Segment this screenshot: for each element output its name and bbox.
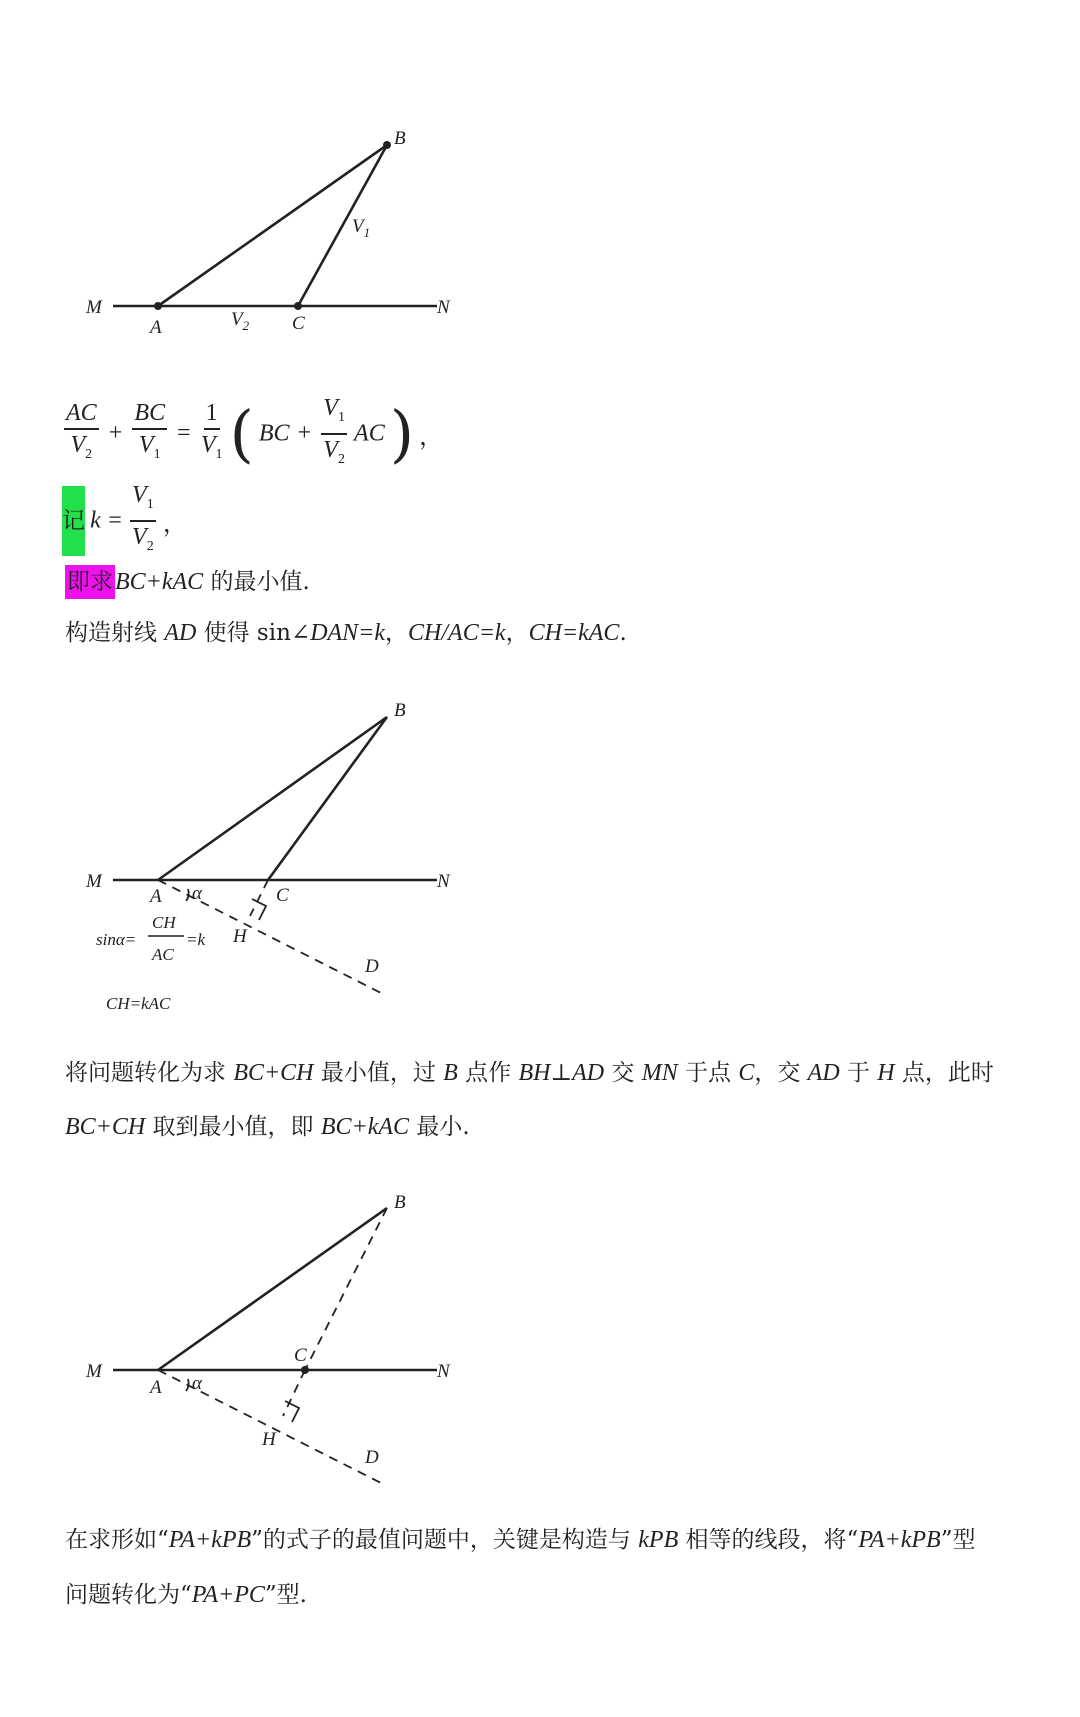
paragraph-conclusion-line1 — [65, 1527, 975, 1553]
label-m: M — [86, 871, 102, 892]
point-c-dot — [301, 1366, 309, 1374]
segment-bc — [298, 145, 387, 306]
label-m: M — [86, 297, 102, 318]
fraction-denominator: $V_1$ — [200, 431, 223, 462]
label-d: D — [365, 1447, 379, 1468]
fraction-denominator: $V_2$ — [132, 523, 154, 554]
label-c: C — [292, 313, 305, 334]
line-construct-ray: 构造射线 AD 使得 sin∠DAN=k，CH/AC=k，CH=kAC. — [65, 620, 627, 646]
text-run: BC+CH — [65, 1114, 146, 1140]
text-run: 取到最小值，即 — [145, 1114, 321, 1140]
label-v2: $V_2$ — [231, 309, 250, 333]
line-find-min — [65, 565, 310, 599]
label-h: H — [262, 1429, 276, 1450]
text-run: 在求形如“ — [65, 1527, 169, 1553]
text-run: ”的式子的最值问题中，关键是构造与 — [251, 1527, 639, 1553]
segment-bc-dashed — [305, 1208, 387, 1370]
text-run: 于点 — [677, 1060, 739, 1086]
label-b: B — [394, 128, 406, 149]
segment-ab — [158, 717, 387, 880]
paragraph-conclusion-line2 — [65, 1582, 307, 1608]
label-b: B — [394, 700, 406, 721]
text-run: 点，此时 — [894, 1060, 994, 1086]
text-run: BH — [518, 1060, 551, 1086]
right-paren: ) — [389, 396, 415, 470]
text-run: B — [443, 1060, 458, 1086]
label-v1: $V_1$ — [352, 216, 371, 240]
fraction-ac-v2 — [64, 400, 99, 468]
line3-rest: 的最小值. — [203, 569, 310, 595]
sin-alpha-denominator: AC — [152, 945, 174, 964]
label-alpha: α — [192, 1373, 202, 1394]
fraction-numerator: $V_1$ — [130, 482, 156, 522]
text-run: 于 — [839, 1060, 878, 1086]
label-h: H — [233, 926, 247, 947]
text-run: AD — [807, 1060, 840, 1086]
fraction-v1-v2 — [321, 395, 347, 473]
label-d: D — [365, 956, 379, 977]
text-run: PA+kPB — [168, 1527, 252, 1553]
plus-sign: + — [297, 420, 312, 447]
text-run: 将问题转化为求 — [65, 1060, 234, 1086]
label-alpha: α — [192, 883, 202, 904]
label-c: C — [294, 1345, 307, 1366]
label-c: C — [276, 885, 289, 906]
point-c-dot — [294, 302, 302, 310]
text-run: PA+kPB — [858, 1527, 941, 1553]
label-n: N — [437, 297, 450, 318]
fraction-denominator: $V_2$ — [70, 431, 93, 462]
fraction-numerator: 1 — [204, 400, 220, 430]
segment-ch-dashed — [283, 1370, 305, 1416]
paragraph-transform-line2 — [65, 1114, 470, 1140]
text-run: ”型. — [264, 1582, 307, 1608]
label-n: N — [437, 871, 450, 892]
segment-ch — [250, 880, 268, 916]
text-run: 最小. — [409, 1114, 470, 1140]
formula-1 — [62, 395, 443, 473]
equals-sign: = — [177, 420, 191, 447]
sin-alpha-numerator: CH — [152, 913, 176, 932]
figure-3-diagram — [0, 1180, 1080, 1500]
point-b-dot — [383, 141, 391, 149]
plus-sign: + — [108, 420, 123, 447]
segment-bc — [268, 717, 387, 880]
expr-bc-kac: BC+kAC — [115, 569, 204, 595]
label-a: A — [150, 1377, 162, 1398]
fraction-denominator: $V_2$ — [323, 436, 345, 467]
fraction-numerator: $V_1$ — [321, 395, 347, 435]
text-run: ⊥ — [550, 1060, 573, 1086]
fraction-numerator: BC — [132, 400, 167, 430]
fraction-denominator: $V_1$ — [138, 431, 161, 462]
label-a: A — [150, 317, 162, 338]
k-equals: k = — [90, 507, 123, 534]
label-m: M — [86, 1361, 102, 1382]
term-bc: BC — [258, 420, 290, 447]
left-paren: ( — [229, 396, 254, 470]
text-run: H — [877, 1060, 895, 1086]
text-run: 最小值，过 — [313, 1060, 444, 1086]
segment-ab — [158, 1208, 387, 1370]
text-run: MN — [641, 1060, 678, 1086]
text-run: 问题转化为“ — [65, 1582, 192, 1608]
ch-equals-kac: CH=kAC — [106, 994, 171, 1013]
formula-2-comma: ， — [162, 511, 187, 538]
sin-alpha-left: sinα= — [96, 930, 137, 949]
text-run: BC+kAC — [320, 1114, 410, 1140]
figure-3 — [0, 1180, 1080, 1500]
figure-2 — [0, 680, 1080, 1040]
text-run: C — [738, 1060, 755, 1086]
fraction-numerator: AC — [64, 400, 99, 430]
formula-2 — [62, 482, 187, 560]
figure-2-diagram — [0, 680, 1080, 1040]
text-run: ，交 — [754, 1060, 808, 1086]
text-run: 相等的线段，将“ — [678, 1527, 859, 1553]
label-a: A — [150, 886, 162, 907]
label-b: B — [394, 1192, 406, 1213]
text-run: AD — [572, 1060, 605, 1086]
text-run: BC+CH — [233, 1060, 314, 1086]
label-n: N — [437, 1361, 450, 1382]
figure-1 — [0, 110, 1080, 350]
sin-alpha-right: =k — [186, 930, 206, 949]
text-run: 点作 — [457, 1060, 519, 1086]
fraction-1-v1 — [201, 400, 223, 468]
text-run: 交 — [604, 1060, 642, 1086]
highlight-ji: 记 — [62, 486, 85, 556]
highlight-jiqiu: 即求 — [65, 565, 115, 599]
fraction-k — [130, 482, 156, 560]
figure-1-diagram — [0, 110, 1080, 350]
point-a-dot — [154, 302, 162, 310]
text-run: PA+PC — [191, 1582, 265, 1608]
fraction-bc-v1 — [132, 400, 167, 468]
text-run: ”型 — [940, 1527, 976, 1553]
formula-1-comma: ， — [419, 424, 444, 451]
right-angle-mark — [285, 1401, 299, 1422]
text-run: kPB — [638, 1527, 679, 1553]
term-ac: AC — [354, 420, 385, 447]
paragraph-transform-line1 — [65, 1060, 994, 1086]
